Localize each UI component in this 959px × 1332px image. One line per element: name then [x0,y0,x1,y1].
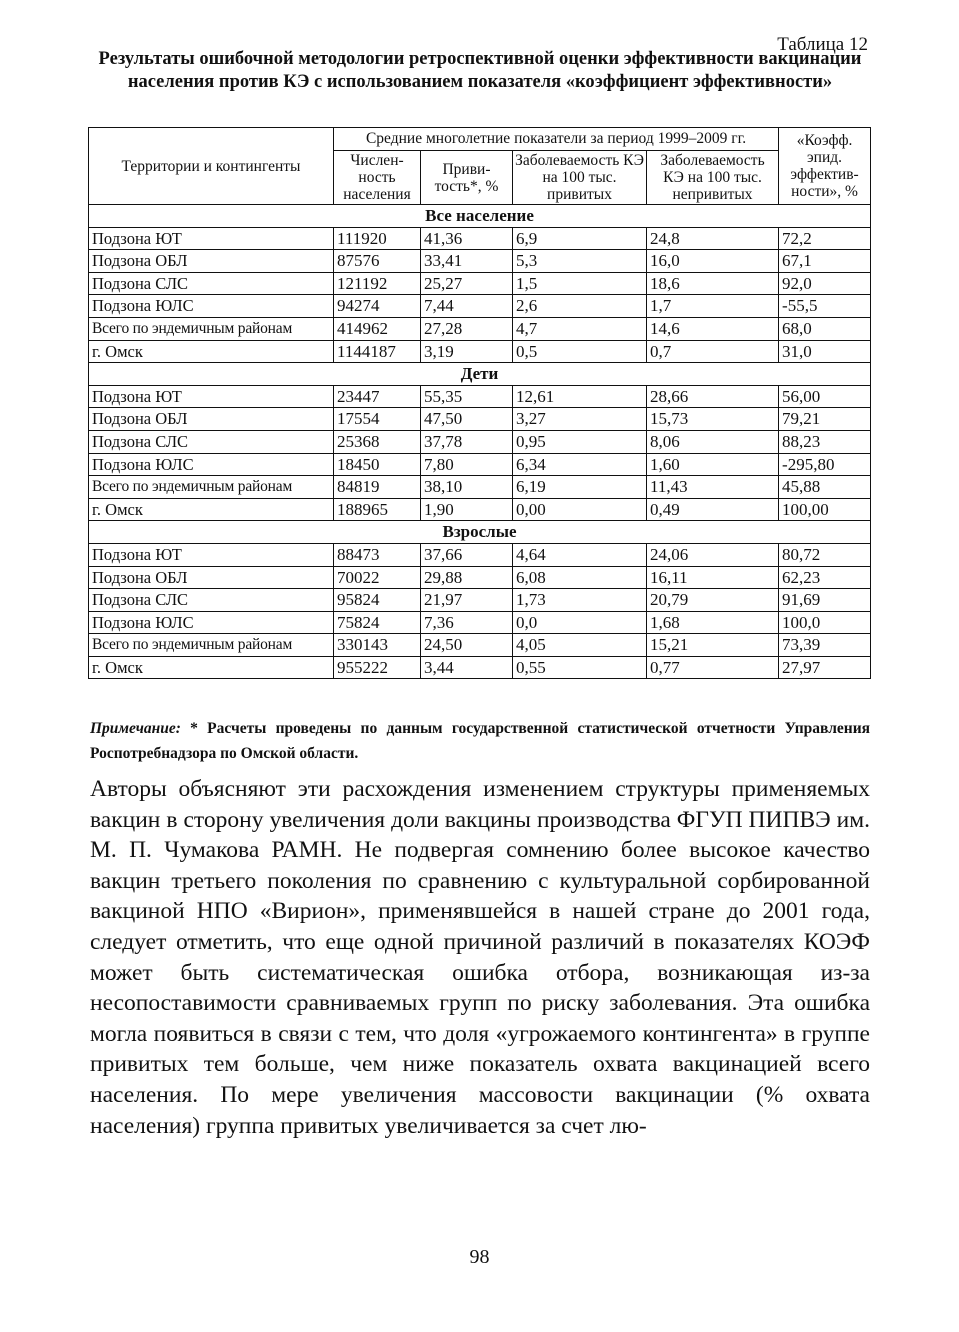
table-row [89,272,871,295]
value-cell: 73,39 [779,634,871,657]
table-row [89,250,871,273]
value-cell: 0,55 [513,656,647,679]
note-text: * Расчеты проведены по данным государственной статистической отчетности Управления Роспотребнадзора по Омской области. [90,720,871,762]
territory-cell: Подзона ЮЛС [89,295,334,318]
value-cell: 37,66 [421,543,513,566]
value-cell: 4,64 [513,543,647,566]
section-title: Все население [89,205,871,228]
value-cell: 414962 [334,317,421,340]
table-row [89,295,871,318]
value-cell: 75824 [334,611,421,634]
value-cell: 92,0 [779,272,871,295]
value-cell: 1,60 [647,453,779,476]
value-cell: 12,61 [513,385,647,408]
territory-cell: Подзона ЮЛС [89,453,334,476]
note-label: Примечание: [90,720,181,737]
header-vaccinated: Приви-тость*, % [421,151,513,205]
value-cell: 0,95 [513,430,647,453]
value-cell: 84819 [334,476,421,499]
territory-cell: Всего по эндемичным районам [89,634,334,657]
table-row [89,453,871,476]
value-cell: 41,36 [421,227,513,250]
body-paragraph: Авторы объясняют эти расхождения изменением структуры применяемых вакцин в сторону увеличения доли вакцины производства ФГУП ПИПВЭ им. М. П. Чумакова РАМН. Не подвергая сомнению более высокое качество вакцин третьего поколения по сравнению с культуральной сорбированной вакциной НПО «Вирион», применявшейся в нашей стране до 2001 года, следует отметить, что еще одной причиной различий в показателях КОЭФ может быть систематическая ошибка отбора, возникающая из-за несопоставимости сравниваемых групп по риску заболевания. Эта ошибка могла появиться в связи с тем, что доля «угрожаемого контингента» в группе привитых тем больше, чем ниже показатель охвата вакцинацией всего населения. По мере увеличения массовости вакцинации (% охвата населения) группа привитых увеличивается за счет лю- [90,776,870,1139]
value-cell: 188965 [334,498,421,521]
value-cell: 55,35 [421,385,513,408]
value-cell: 14,6 [647,317,779,340]
value-cell: 25,27 [421,272,513,295]
territory-cell: г. Омск [89,656,334,679]
header-incidence-unvaccinated: Заболеваемость КЭ на 100 тыс. непривитых [647,151,779,205]
value-cell: 6,34 [513,453,647,476]
value-cell: 1,7 [647,295,779,318]
table-row [89,385,871,408]
value-cell: 31,0 [779,340,871,363]
value-cell: 23447 [334,385,421,408]
territory-cell: Подзона СЛС [89,272,334,295]
value-cell: 45,88 [779,476,871,499]
section-header-row [89,363,871,386]
territory-cell: г. Омск [89,498,334,521]
value-cell: 18,6 [647,272,779,295]
value-cell: 33,41 [421,250,513,273]
territory-cell: Подзона СЛС [89,430,334,453]
value-cell: 18450 [334,453,421,476]
value-cell: 15,21 [647,634,779,657]
section-header-row [89,205,871,228]
value-cell: 0,00 [513,498,647,521]
value-cell: 121192 [334,272,421,295]
value-cell: 29,88 [421,566,513,589]
value-cell: 6,9 [513,227,647,250]
header-period: Средние многолетние показатели за период 1999–2009 гг. [334,128,779,151]
table-row [89,634,871,657]
value-cell: 62,23 [779,566,871,589]
value-cell: -295,80 [779,453,871,476]
value-cell: 94274 [334,295,421,318]
table-number: Таблица 12 [777,34,868,55]
table-row [89,227,871,250]
territory-cell: Подзона ЮТ [89,227,334,250]
value-cell: 15,73 [647,408,779,431]
territory-cell: Подзона ОБЛ [89,250,334,273]
value-cell: 100,0 [779,611,871,634]
section-title: Взрослые [89,521,871,544]
value-cell: 56,00 [779,385,871,408]
value-cell: 0,0 [513,611,647,634]
table-row [89,317,871,340]
page-number: 98 [469,1246,490,1268]
territory-cell: Подзона ЮТ [89,543,334,566]
table-title: Результаты ошибочной методологии ретроспективной оценки эффективности вакцинации населения против КЭ с использованием показателя «коэффициент эффективности» [98,49,862,92]
value-cell: 111920 [334,227,421,250]
territory-cell: Подзона ЮТ [89,385,334,408]
territory-cell: Подзона ОБЛ [89,566,334,589]
value-cell: 0,77 [647,656,779,679]
value-cell: 20,79 [647,589,779,612]
value-cell: 7,36 [421,611,513,634]
value-cell: 955222 [334,656,421,679]
value-cell: 25368 [334,430,421,453]
header-coef: «Коэфф. эпид. эффектив-ности», % [779,128,871,205]
value-cell: 3,19 [421,340,513,363]
territory-cell: Подзона СЛС [89,589,334,612]
table-row [89,543,871,566]
value-cell: 88473 [334,543,421,566]
section-title: Дети [89,363,871,386]
results-table [88,127,871,679]
value-cell: 6,19 [513,476,647,499]
value-cell: 27,28 [421,317,513,340]
value-cell: 24,8 [647,227,779,250]
table-row [89,498,871,521]
table-row [89,340,871,363]
value-cell: 0,5 [513,340,647,363]
header-population: Числен-ность населения [334,151,421,205]
value-cell: 330143 [334,634,421,657]
value-cell: 27,97 [779,656,871,679]
value-cell: 87576 [334,250,421,273]
value-cell: 68,0 [779,317,871,340]
value-cell: 67,1 [779,250,871,273]
value-cell: 95824 [334,589,421,612]
value-cell: 1,5 [513,272,647,295]
value-cell: 4,05 [513,634,647,657]
territory-cell: Всего по эндемичным районам [89,317,334,340]
value-cell: 1,73 [513,589,647,612]
table-body [89,205,871,679]
value-cell: 28,66 [647,385,779,408]
value-cell: 79,21 [779,408,871,431]
territory-cell: Подзона ОБЛ [89,408,334,431]
table-note [90,716,870,766]
value-cell: 3,44 [421,656,513,679]
value-cell: 8,06 [647,430,779,453]
header-incidence-vaccinated: Заболеваемость КЭ на 100 тыс. привитых [513,151,647,205]
territory-cell: г. Омск [89,340,334,363]
value-cell: 21,97 [421,589,513,612]
value-cell: 7,80 [421,453,513,476]
table-row [89,430,871,453]
value-cell: 11,43 [647,476,779,499]
value-cell: 1,90 [421,498,513,521]
header-territory: Территории и контингенты [89,128,334,205]
value-cell: 17554 [334,408,421,431]
value-cell: 80,72 [779,543,871,566]
value-cell: 16,11 [647,566,779,589]
value-cell: 5,3 [513,250,647,273]
value-cell: 91,69 [779,589,871,612]
value-cell: 2,6 [513,295,647,318]
value-cell: 0,7 [647,340,779,363]
value-cell: 72,2 [779,227,871,250]
section-header-row [89,521,871,544]
territory-cell: Подзона ЮЛС [89,611,334,634]
value-cell: 1,68 [647,611,779,634]
value-cell: -55,5 [779,295,871,318]
value-cell: 38,10 [421,476,513,499]
table-row [89,408,871,431]
value-cell: 16,0 [647,250,779,273]
value-cell: 24,06 [647,543,779,566]
value-cell: 7,44 [421,295,513,318]
territory-cell: Всего по эндемичным районам [89,476,334,499]
value-cell: 6,08 [513,566,647,589]
value-cell: 1144187 [334,340,421,363]
value-cell: 24,50 [421,634,513,657]
table-row [89,589,871,612]
value-cell: 100,00 [779,498,871,521]
value-cell: 3,27 [513,408,647,431]
value-cell: 47,50 [421,408,513,431]
value-cell: 0,49 [647,498,779,521]
table-row [89,611,871,634]
value-cell: 37,78 [421,430,513,453]
value-cell: 70022 [334,566,421,589]
value-cell: 88,23 [779,430,871,453]
table-row [89,566,871,589]
table-row [89,656,871,679]
value-cell: 4,7 [513,317,647,340]
table-row [89,476,871,499]
